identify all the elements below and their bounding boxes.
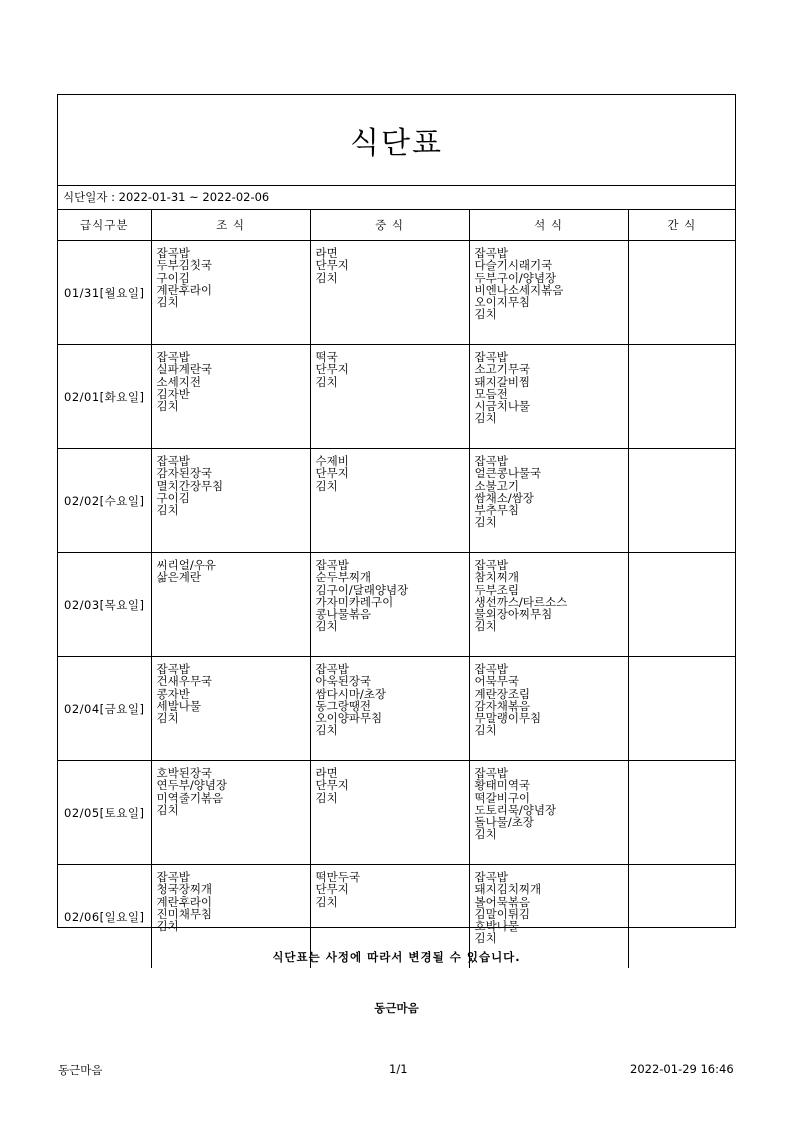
snack-cell bbox=[628, 345, 735, 449]
dish-item: 도토리묵/양념장 bbox=[474, 802, 557, 817]
organization-name: 동근마음 bbox=[374, 1001, 419, 1015]
dish-item: 계란후라이 bbox=[156, 282, 213, 297]
dish-item: 돼지김치찌개 bbox=[474, 882, 542, 897]
dish-item: 떡갈비구이 bbox=[474, 790, 531, 805]
dish-item: 단무지 bbox=[315, 882, 349, 897]
dinner-cell bbox=[469, 449, 628, 553]
dish-item: 김치 bbox=[315, 478, 338, 493]
dish-item: 김치 bbox=[315, 270, 338, 285]
dish-item: 순두부찌개 bbox=[315, 570, 372, 585]
snack-cell bbox=[628, 241, 735, 345]
breakfast-cell bbox=[151, 241, 310, 345]
dish-item: 김치 bbox=[315, 894, 338, 909]
breakfast-cell bbox=[151, 345, 310, 449]
dish-item: 김치 bbox=[474, 827, 497, 842]
notice-text: 식단표는 사정에 따라서 변경될 수 있습니다. bbox=[272, 950, 521, 964]
day-row bbox=[58, 241, 735, 345]
header-breakfast: 조 식 bbox=[151, 210, 310, 241]
dish-item: 얼큰콩나물국 bbox=[474, 466, 542, 481]
day-label: 02/04[금요일] bbox=[58, 657, 151, 761]
meal-table bbox=[58, 210, 735, 968]
dish-item: 부추무침 bbox=[474, 503, 519, 518]
dish-item: 오이양파무침 bbox=[315, 711, 383, 726]
dish-item: 생선까스/타르소스 bbox=[474, 594, 568, 609]
day-label: 01/31[월요일] bbox=[58, 241, 151, 345]
day-row bbox=[58, 449, 735, 553]
dish-item: 연두부/양념장 bbox=[156, 778, 228, 793]
dish-item: 실파계란국 bbox=[156, 362, 213, 377]
dish-item: 미역줄기볶음 bbox=[156, 790, 224, 805]
dish-item: 감자채볶음 bbox=[474, 698, 531, 713]
dinner-cell bbox=[469, 657, 628, 761]
dish-item: 구이김 bbox=[156, 270, 190, 285]
footer-page-number: 1/1 bbox=[389, 1062, 408, 1076]
footer-organization: 동근마음 bbox=[58, 1063, 103, 1077]
meal-plan-sheet bbox=[57, 94, 736, 946]
dish-item: 김치 bbox=[474, 515, 497, 530]
dish-item: 삶은계란 bbox=[156, 570, 201, 585]
dish-item: 시금치나물 bbox=[474, 399, 531, 414]
day-label: 02/02[수요일] bbox=[58, 449, 151, 553]
breakfast-cell bbox=[151, 761, 310, 865]
page-title: 식단표 bbox=[350, 126, 443, 161]
dish-item: 감자된장국 bbox=[156, 466, 213, 481]
dish-item: 건새우무국 bbox=[156, 674, 213, 689]
dish-item: 단무지 bbox=[315, 362, 349, 377]
dish-item: 소불고기 bbox=[474, 478, 519, 493]
dish-item: 김치 bbox=[315, 374, 338, 389]
dish-item: 김치 bbox=[315, 723, 338, 738]
day-row bbox=[58, 761, 735, 865]
dish-item: 수제비 bbox=[315, 454, 349, 468]
dish-item: 아욱된장국 bbox=[315, 674, 372, 689]
dish-item: 계란장조림 bbox=[474, 686, 531, 701]
day-row bbox=[58, 345, 735, 449]
dish-item: 라면 bbox=[315, 766, 338, 780]
dish-item: 호박된장국 bbox=[156, 766, 213, 780]
dish-item: 단무지 bbox=[315, 466, 349, 481]
dinner-cell bbox=[469, 345, 628, 449]
dish-item: 잡곡밥 bbox=[156, 870, 190, 884]
dish-item: 김치 bbox=[474, 307, 497, 322]
breakfast-cell bbox=[151, 553, 310, 657]
dish-item: 잡곡밥 bbox=[156, 454, 190, 468]
snack-cell bbox=[628, 657, 735, 761]
dinner-cell bbox=[469, 553, 628, 657]
dish-item: 김치 bbox=[156, 503, 179, 518]
header-snack: 간 식 bbox=[628, 210, 735, 241]
dish-item: 김치 bbox=[156, 711, 179, 726]
snack-cell bbox=[628, 449, 735, 553]
date-range: 식단일자 : 2022-01-31 ~ 2022-02-06 bbox=[58, 185, 735, 210]
dish-item: 어묵무국 bbox=[474, 674, 519, 689]
breakfast-cell bbox=[151, 449, 310, 553]
dish-item: 잡곡밥 bbox=[474, 558, 508, 572]
header-lunch: 중 식 bbox=[310, 210, 469, 241]
dish-item: 모듬전 bbox=[474, 386, 508, 401]
dish-item: 동그랑땡전 bbox=[315, 698, 372, 713]
dish-item: 김자반 bbox=[156, 386, 190, 401]
dish-item: 잡곡밥 bbox=[474, 246, 508, 260]
dish-item: 세발나물 bbox=[156, 698, 201, 713]
dish-item: 김치 bbox=[315, 619, 338, 634]
title-row bbox=[58, 95, 735, 186]
footer-timestamp: 2022-01-29 16:46 bbox=[630, 1062, 734, 1076]
dish-item: 오이지무침 bbox=[474, 295, 531, 310]
dish-item: 진미채무침 bbox=[156, 906, 213, 921]
day-label: 02/01[화요일] bbox=[58, 345, 151, 449]
dish-item: 떡만두국 bbox=[315, 870, 360, 884]
dish-item: 참치찌개 bbox=[474, 570, 519, 585]
dish-item: 구이김 bbox=[156, 490, 190, 505]
snack-cell bbox=[628, 553, 735, 657]
dish-item: 돌나물/초장 bbox=[474, 815, 534, 830]
dish-item: 잡곡밥 bbox=[156, 246, 190, 260]
dish-item: 콩자반 bbox=[156, 686, 190, 701]
dish-item: 씨리얼/우유 bbox=[156, 558, 216, 572]
dish-item: 볼어묵볶음 bbox=[474, 894, 531, 909]
dish-item: 김치 bbox=[156, 802, 179, 817]
lunch-cell bbox=[310, 345, 469, 449]
lunch-cell bbox=[310, 449, 469, 553]
lunch-cell bbox=[310, 657, 469, 761]
dish-item: 쌈채소/쌈장 bbox=[474, 490, 534, 505]
dish-item: 김치 bbox=[315, 790, 338, 805]
dish-item: 두부조림 bbox=[474, 582, 519, 597]
dish-item: 물외장아찌무침 bbox=[474, 607, 553, 622]
dish-item: 잡곡밥 bbox=[156, 662, 190, 676]
day-label: 02/06[일요일] bbox=[58, 865, 151, 969]
header-row bbox=[58, 210, 735, 241]
dish-item: 콩나물볶음 bbox=[315, 607, 372, 622]
header-category: 급식구분 bbox=[58, 210, 151, 241]
dish-item: 김구이/달래양념장 bbox=[315, 582, 409, 597]
dish-item: 단무지 bbox=[315, 258, 349, 273]
dish-item: 소세지전 bbox=[156, 374, 201, 389]
dish-item: 잡곡밥 bbox=[474, 350, 508, 364]
dish-item: 잡곡밥 bbox=[156, 350, 190, 364]
dish-item: 김치 bbox=[156, 295, 179, 310]
snack-cell bbox=[628, 761, 735, 865]
day-row bbox=[58, 657, 735, 761]
dish-item: 잡곡밥 bbox=[474, 870, 508, 884]
dinner-cell bbox=[469, 761, 628, 865]
dinner-cell bbox=[469, 241, 628, 345]
breakfast-cell bbox=[151, 657, 310, 761]
dish-item: 김치 bbox=[156, 919, 179, 934]
lunch-cell bbox=[310, 761, 469, 865]
dish-item: 잡곡밥 bbox=[474, 766, 508, 780]
dish-item: 라면 bbox=[315, 246, 338, 260]
dish-item: 비엔나소세지볶음 bbox=[474, 282, 564, 297]
day-row bbox=[58, 553, 735, 657]
dish-item: 잡곡밥 bbox=[474, 454, 508, 468]
dish-item: 단무지 bbox=[315, 778, 349, 793]
dish-item: 두부김칫국 bbox=[156, 258, 213, 273]
day-label: 02/05[토요일] bbox=[58, 761, 151, 865]
dish-item: 김치 bbox=[474, 931, 497, 946]
lunch-cell bbox=[310, 553, 469, 657]
dish-item: 김치 bbox=[156, 399, 179, 414]
dish-item: 청국장찌개 bbox=[156, 882, 213, 897]
dish-item: 호박나물 bbox=[474, 919, 519, 934]
dish-item: 돼지갈비찜 bbox=[474, 374, 531, 389]
dish-item: 떡국 bbox=[315, 350, 338, 364]
dish-item: 잡곡밥 bbox=[315, 558, 349, 572]
dish-item: 김치 bbox=[474, 619, 497, 634]
dish-item: 김치 bbox=[474, 723, 497, 738]
dish-item: 계란후라이 bbox=[156, 894, 213, 909]
dish-item: 멸치간장무침 bbox=[156, 478, 224, 493]
header-dinner: 석 식 bbox=[469, 210, 628, 241]
dish-item: 무말랭이무침 bbox=[474, 711, 542, 726]
lunch-cell bbox=[310, 241, 469, 345]
dish-item: 다슬기시래기국 bbox=[474, 258, 553, 273]
dish-item: 잡곡밥 bbox=[474, 662, 508, 676]
dish-item: 가자미카레구이 bbox=[315, 594, 394, 609]
dish-item: 소고기무국 bbox=[474, 362, 531, 377]
dish-item: 김치 bbox=[474, 411, 497, 426]
dish-item: 김말이튀김 bbox=[474, 906, 531, 921]
day-label: 02/03[목요일] bbox=[58, 553, 151, 657]
dish-item: 황태미역국 bbox=[474, 778, 531, 793]
dish-item: 잡곡밥 bbox=[315, 662, 349, 676]
dish-item: 쌈다시마/초장 bbox=[315, 686, 387, 701]
dish-item: 두부구이/양념장 bbox=[474, 270, 557, 285]
